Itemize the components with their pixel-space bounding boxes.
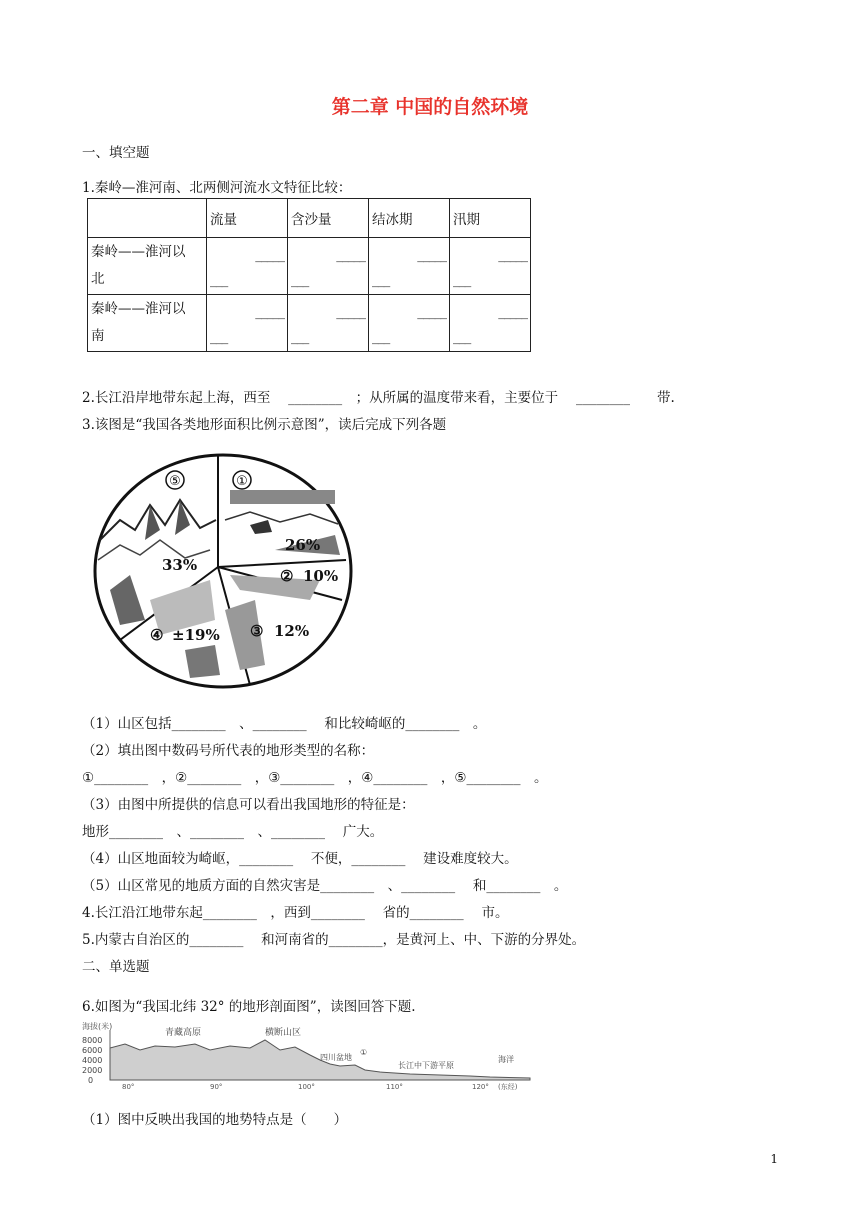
profile-x-tick: 100° bbox=[298, 1083, 315, 1090]
terrain-profile-figure bbox=[80, 1020, 540, 1090]
table-row bbox=[88, 295, 531, 352]
section-heading-fill-blank: 一、填空题 bbox=[82, 145, 150, 161]
answer-blank[interactable]: _____ ___ bbox=[207, 295, 288, 352]
row-label: 秦岭——淮河以 北 bbox=[88, 238, 207, 295]
hydrology-table bbox=[87, 198, 531, 352]
question-4: 4.长江沿江地带东起________ ，西到________ 省的________ 市。 bbox=[82, 905, 509, 921]
profile-label-ocean: 海洋 bbox=[498, 1055, 514, 1064]
question-3-2-blanks: ①________ ，②________ ，③________ ，④________ ，⑤________ 。 bbox=[82, 770, 548, 786]
question-5: 5.内蒙古自治区的________ 和河南省的________，是黄河上、中、下游的分界处。 bbox=[82, 932, 586, 948]
profile-y-tick: 2000 bbox=[82, 1066, 103, 1075]
answer-blank[interactable]: _____ ___ bbox=[369, 295, 450, 352]
pie-label-1: ① bbox=[236, 474, 248, 489]
question-3-5: （5）山区常见的地质方面的自然灾害是________ 、________ 和________ 。 bbox=[82, 878, 568, 894]
table-row bbox=[88, 238, 531, 295]
question-3: 3.该图是“我国各类地形面积比例示意图”，读后完成下列各题 bbox=[82, 417, 447, 433]
table-header-row bbox=[88, 199, 531, 238]
table-header-cell: 含沙量 bbox=[288, 199, 369, 238]
answer-blank[interactable]: _____ ___ bbox=[288, 295, 369, 352]
page-number: 1 bbox=[770, 1152, 778, 1166]
question-3-3-blanks: 地形________ 、________ 、________ 广大。 bbox=[82, 824, 384, 840]
profile-label-tibet: 青藏高原 bbox=[165, 1028, 202, 1038]
row-label: 秦岭——淮河以 南 bbox=[88, 295, 207, 352]
answer-blank[interactable]: _____ ___ bbox=[450, 238, 531, 295]
pie-label-5: ⑤ bbox=[169, 474, 181, 489]
pie-label-3: ③ bbox=[250, 622, 264, 640]
table-header-cell: 汛期 bbox=[450, 199, 531, 238]
table-header-cell bbox=[88, 199, 207, 238]
profile-x-tick: 120° bbox=[472, 1083, 489, 1090]
profile-x-tick: 90° bbox=[210, 1083, 223, 1090]
pie-label-4: ④ bbox=[150, 626, 164, 644]
question-3-4: （4）山区地面较为崎岖，________ 不便，________ 建设难度较大。 bbox=[82, 851, 518, 867]
pie-label-2: ② bbox=[280, 567, 294, 585]
page-title: 第二章 中国的自然环境 bbox=[331, 96, 529, 118]
question-2: 2.长江沿岸地带东起上海，西至 ________ ；从所属的温度带来看，主要位于 ________ 带. bbox=[82, 390, 675, 406]
pie-percent-5: 33% bbox=[162, 556, 198, 574]
question-3-2: （2）填出图中数码号所代表的地形类型的名称： bbox=[82, 743, 375, 759]
profile-y-tick: 6000 bbox=[82, 1046, 103, 1055]
pie-percent-1: 26% bbox=[285, 536, 321, 554]
question-3-1: （1）山区包括________ 、________ 和比较崎岖的________ 。 bbox=[82, 716, 487, 732]
section-heading-single-choice: 二、单选题 bbox=[82, 959, 150, 975]
table-header-cell: 流量 bbox=[207, 199, 288, 238]
terrain-pie-figure bbox=[90, 450, 360, 696]
pie-percent-3: 12% bbox=[274, 622, 310, 640]
answer-blank[interactable]: _____ ___ bbox=[450, 295, 531, 352]
profile-label-hengduan: 横断山区 bbox=[265, 1028, 302, 1038]
profile-x-tick: 80° bbox=[122, 1083, 135, 1090]
pie-percent-2: 10% bbox=[303, 567, 339, 585]
profile-y-tick: 4000 bbox=[82, 1056, 103, 1065]
profile-y-tick: 0 bbox=[88, 1076, 94, 1085]
answer-blank[interactable]: _____ ___ bbox=[288, 238, 369, 295]
table-header-cell: 结冰期 bbox=[369, 199, 450, 238]
profile-x-tick: 110° bbox=[386, 1083, 403, 1090]
profile-y-tick: 8000 bbox=[82, 1036, 103, 1045]
answer-blank[interactable]: _____ ___ bbox=[207, 238, 288, 295]
profile-y-title: 海拔(米) bbox=[82, 1022, 113, 1031]
profile-label-sichuan: 四川盆地 bbox=[320, 1053, 352, 1062]
question-6-1: （1）图中反映出我国的地势特点是（ ） bbox=[82, 1112, 348, 1128]
profile-label-plain: 长江中下游平原 bbox=[398, 1061, 454, 1070]
question-3-3: （3）由图中所提供的信息可以看出我国地形的特征是： bbox=[82, 797, 415, 813]
answer-blank[interactable]: _____ ___ bbox=[369, 238, 450, 295]
pie-percent-4: ±19% bbox=[172, 626, 220, 644]
question-6: 6.如图为“我国北纬 32° 的地形剖面图”，读图回答下题. bbox=[82, 999, 416, 1015]
profile-marker: ① bbox=[360, 1048, 368, 1057]
profile-x-end: (东经) bbox=[498, 1083, 518, 1090]
question-1: 1.秦岭—淮河南、北两侧河流水文特征比较： bbox=[82, 180, 352, 196]
